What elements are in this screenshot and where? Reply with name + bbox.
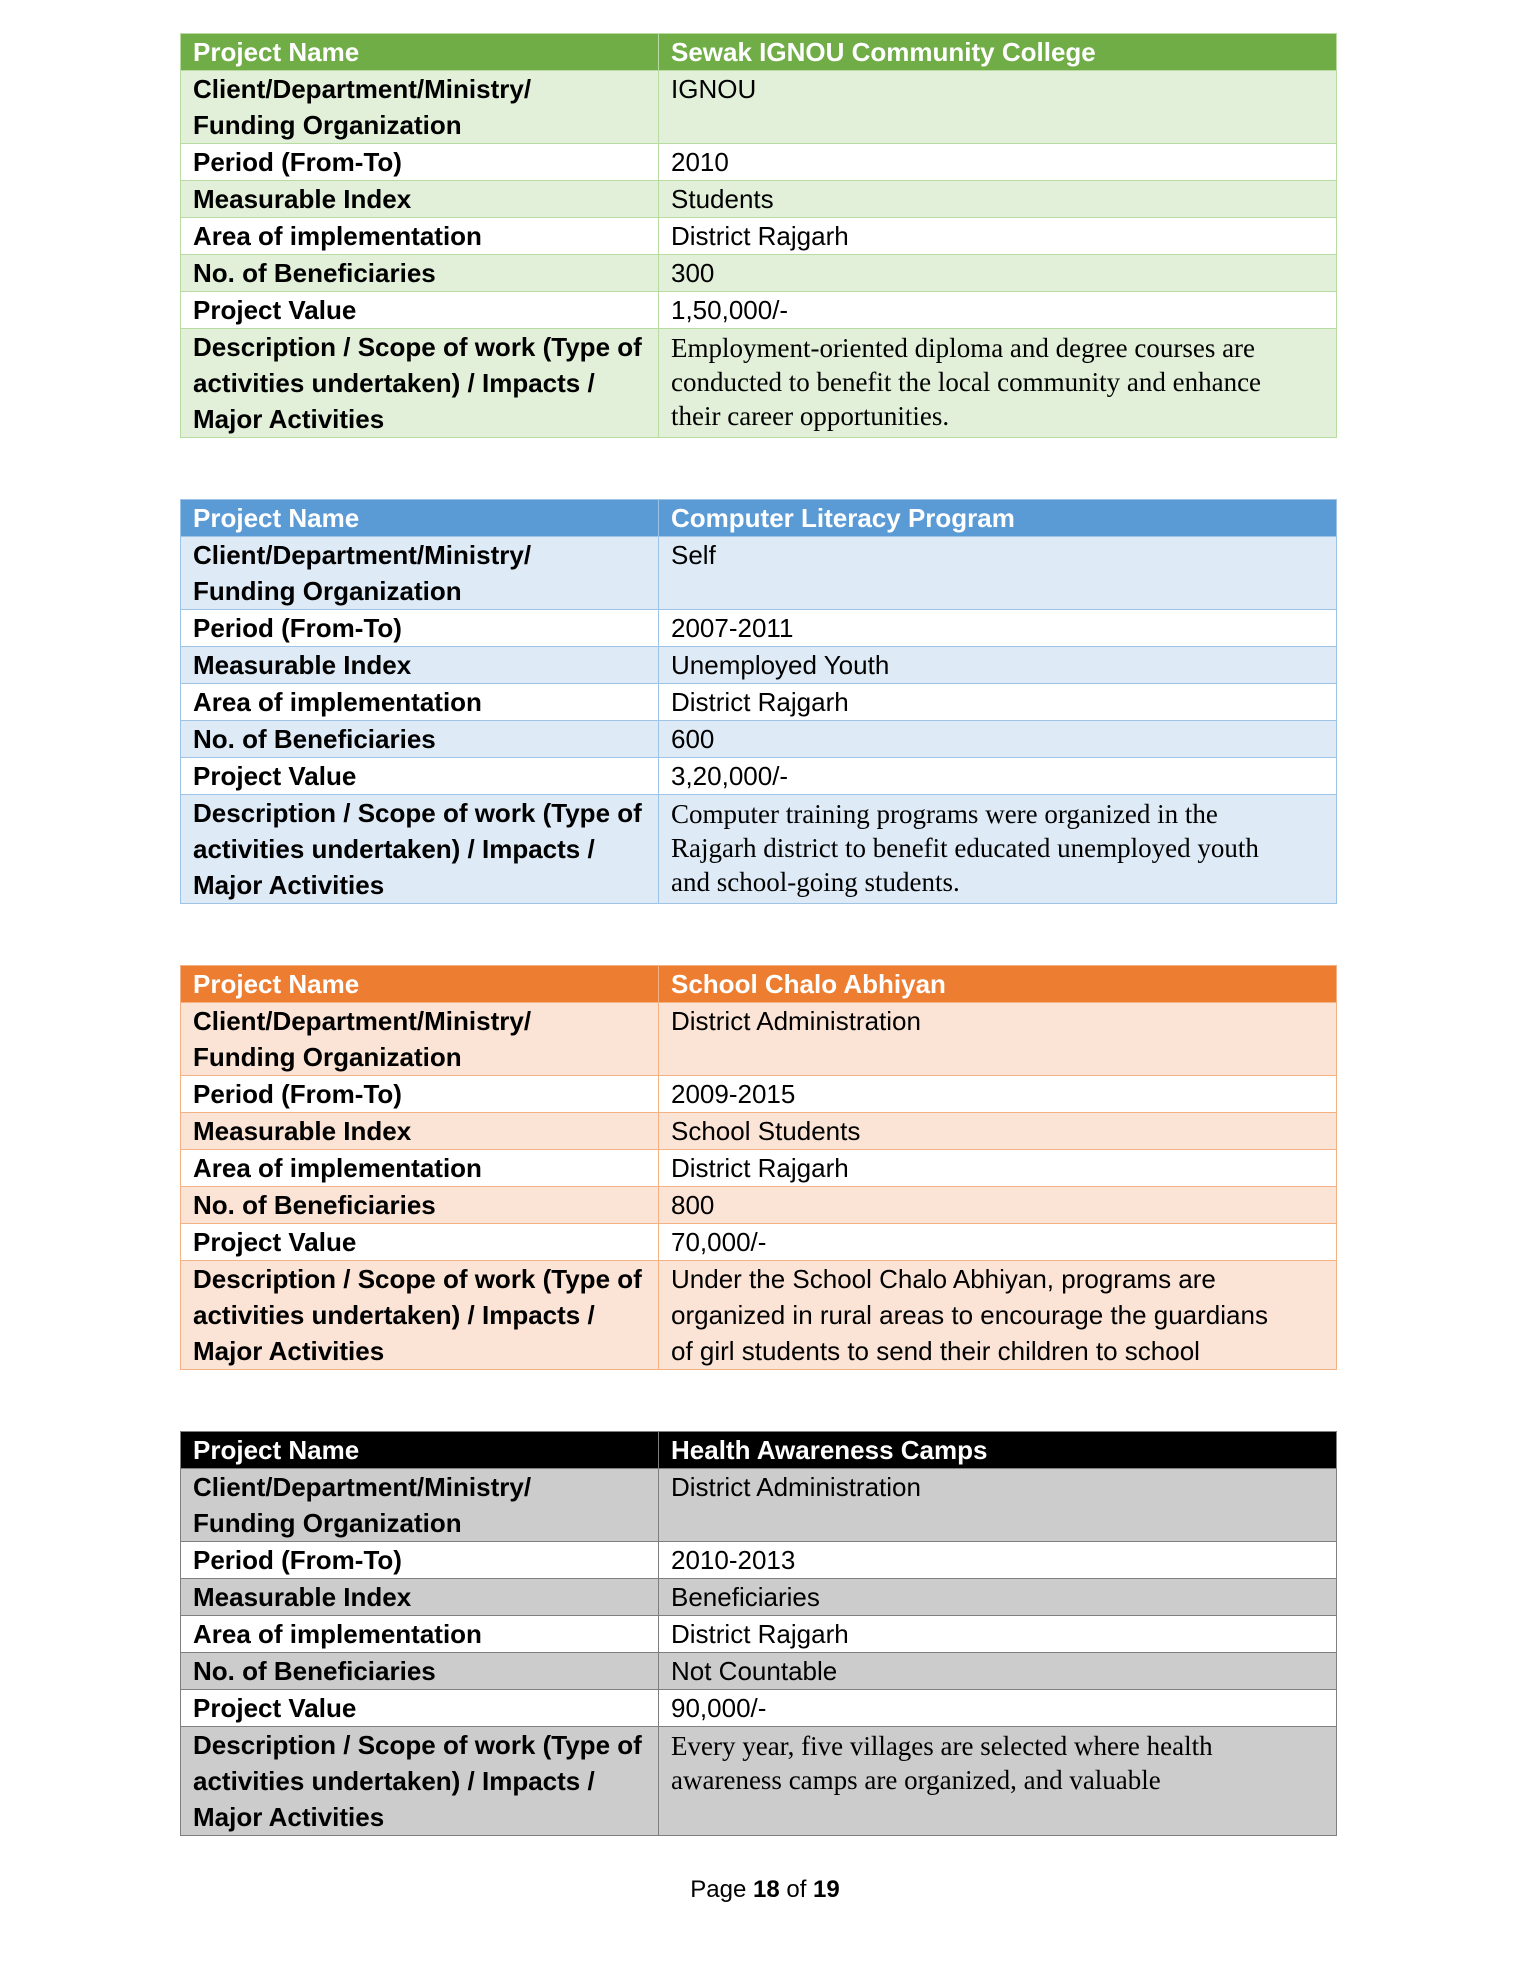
header-row: [181, 500, 1337, 537]
value-description: Every year, five villages are selected where health awareness camps are organized, and valuable: [659, 1727, 1337, 1836]
label-description: Description / Scope of work (Type of activities undertaken) / Impacts / Major Activities: [181, 1261, 659, 1370]
label-beneficiaries: No. of Beneficiaries: [181, 1187, 659, 1224]
value-area: District Rajgarh: [659, 1616, 1337, 1653]
label-project-name: Project Name: [181, 34, 659, 71]
row-description: [181, 795, 1337, 904]
label-beneficiaries: No. of Beneficiaries: [181, 721, 659, 758]
row-client: [181, 1003, 1337, 1076]
project-name: Computer Literacy Program: [659, 500, 1337, 537]
value-period: 2009-2015: [659, 1076, 1337, 1113]
row-area: [181, 1616, 1337, 1653]
label-project-name: Project Name: [181, 966, 659, 1003]
label-index: Measurable Index: [181, 647, 659, 684]
row-area: [181, 684, 1337, 721]
row-description: [181, 329, 1337, 438]
row-value: [181, 758, 1337, 795]
value-area: District Rajgarh: [659, 218, 1337, 255]
value-beneficiaries: 600: [659, 721, 1337, 758]
header-row: [181, 1432, 1337, 1469]
label-period: Period (From-To): [181, 610, 659, 647]
project-name: Health Awareness Camps: [659, 1432, 1337, 1469]
value-area: District Rajgarh: [659, 1150, 1337, 1187]
project-name: Sewak IGNOU Community College: [659, 34, 1337, 71]
row-client: [181, 71, 1337, 144]
project-name: School Chalo Abhiyan: [659, 966, 1337, 1003]
value-index: Unemployed Youth: [659, 647, 1337, 684]
page-total: 19: [813, 1876, 840, 1903]
label-value: Project Value: [181, 758, 659, 795]
value-client: Self: [659, 537, 1337, 610]
row-description: [181, 1727, 1337, 1836]
label-project-name: Project Name: [181, 500, 659, 537]
label-description: Description / Scope of work (Type of activities undertaken) / Impacts / Major Activities: [181, 795, 659, 904]
label-index: Measurable Index: [181, 1579, 659, 1616]
value-description: Employment-oriented diploma and degree courses are conducted to benefit the local community and enhance their career opportunities.: [659, 329, 1337, 438]
row-area: [181, 1150, 1337, 1187]
row-period: [181, 144, 1337, 181]
value-beneficiaries: 300: [659, 255, 1337, 292]
header-row: [181, 966, 1337, 1003]
page-of: of: [786, 1876, 807, 1903]
value-client: IGNOU: [659, 71, 1337, 144]
label-client: Client/Department/Ministry/ Funding Organization: [181, 71, 659, 144]
label-period: Period (From-To): [181, 1542, 659, 1579]
value-beneficiaries: 800: [659, 1187, 1337, 1224]
value-index: Students: [659, 181, 1337, 218]
row-client: [181, 1469, 1337, 1542]
value-period: 2010: [659, 144, 1337, 181]
row-period: [181, 1542, 1337, 1579]
value-description: Under the School Chalo Abhiyan, programs are organized in rural areas to encourage the guardians of girl students to send their children to school: [659, 1261, 1337, 1370]
project-table-4: [180, 1431, 1337, 1836]
page-prefix: Page: [690, 1876, 747, 1903]
value-description: Computer training programs were organized in the Rajgarh district to benefit educated unemployed youth and school-going students.: [659, 795, 1337, 904]
value-client: District Administration: [659, 1469, 1337, 1542]
value-period: 2010-2013: [659, 1542, 1337, 1579]
label-area: Area of implementation: [181, 218, 659, 255]
value-index: School Students: [659, 1113, 1337, 1150]
value-project-value: 3,20,000/-: [659, 758, 1337, 795]
value-period: 2007-2011: [659, 610, 1337, 647]
label-period: Period (From-To): [181, 1076, 659, 1113]
row-period: [181, 610, 1337, 647]
label-beneficiaries: No. of Beneficiaries: [181, 255, 659, 292]
label-value: Project Value: [181, 1224, 659, 1261]
value-project-value: 1,50,000/-: [659, 292, 1337, 329]
value-beneficiaries: Not Countable: [659, 1653, 1337, 1690]
row-beneficiaries: [181, 1653, 1337, 1690]
label-period: Period (From-To): [181, 144, 659, 181]
row-beneficiaries: [181, 1187, 1337, 1224]
label-index: Measurable Index: [181, 181, 659, 218]
value-project-value: 70,000/-: [659, 1224, 1337, 1261]
label-client: Client/Department/Ministry/ Funding Organization: [181, 537, 659, 610]
value-project-value: 90,000/-: [659, 1690, 1337, 1727]
label-client: Client/Department/Ministry/ Funding Organization: [181, 1003, 659, 1076]
page-number: 18: [752, 1876, 780, 1903]
label-value: Project Value: [181, 1690, 659, 1727]
label-beneficiaries: No. of Beneficiaries: [181, 1653, 659, 1690]
label-area: Area of implementation: [181, 684, 659, 721]
row-index: [181, 647, 1337, 684]
label-project-name: Project Name: [181, 1432, 659, 1469]
row-beneficiaries: [181, 721, 1337, 758]
row-value: [181, 292, 1337, 329]
row-description: [181, 1261, 1337, 1370]
project-table-1: [180, 33, 1337, 438]
label-value: Project Value: [181, 292, 659, 329]
row-value: [181, 1224, 1337, 1261]
project-table-3: [180, 965, 1337, 1370]
value-client: District Administration: [659, 1003, 1337, 1076]
value-area: District Rajgarh: [659, 684, 1337, 721]
project-table-2: [180, 499, 1337, 904]
label-index: Measurable Index: [181, 1113, 659, 1150]
row-index: [181, 181, 1337, 218]
page-footer: [0, 1876, 1530, 1904]
row-value: [181, 1690, 1337, 1727]
row-index: [181, 1113, 1337, 1150]
label-client: Client/Department/Ministry/ Funding Organization: [181, 1469, 659, 1542]
value-index: Beneficiaries: [659, 1579, 1337, 1616]
label-area: Area of implementation: [181, 1150, 659, 1187]
row-client: [181, 537, 1337, 610]
row-area: [181, 218, 1337, 255]
row-period: [181, 1076, 1337, 1113]
label-description: Description / Scope of work (Type of activities undertaken) / Impacts / Major Activities: [181, 1727, 659, 1836]
label-area: Area of implementation: [181, 1616, 659, 1653]
header-row: [181, 34, 1337, 71]
row-index: [181, 1579, 1337, 1616]
row-beneficiaries: [181, 255, 1337, 292]
label-description: Description / Scope of work (Type of activities undertaken) / Impacts / Major Activities: [181, 329, 659, 438]
